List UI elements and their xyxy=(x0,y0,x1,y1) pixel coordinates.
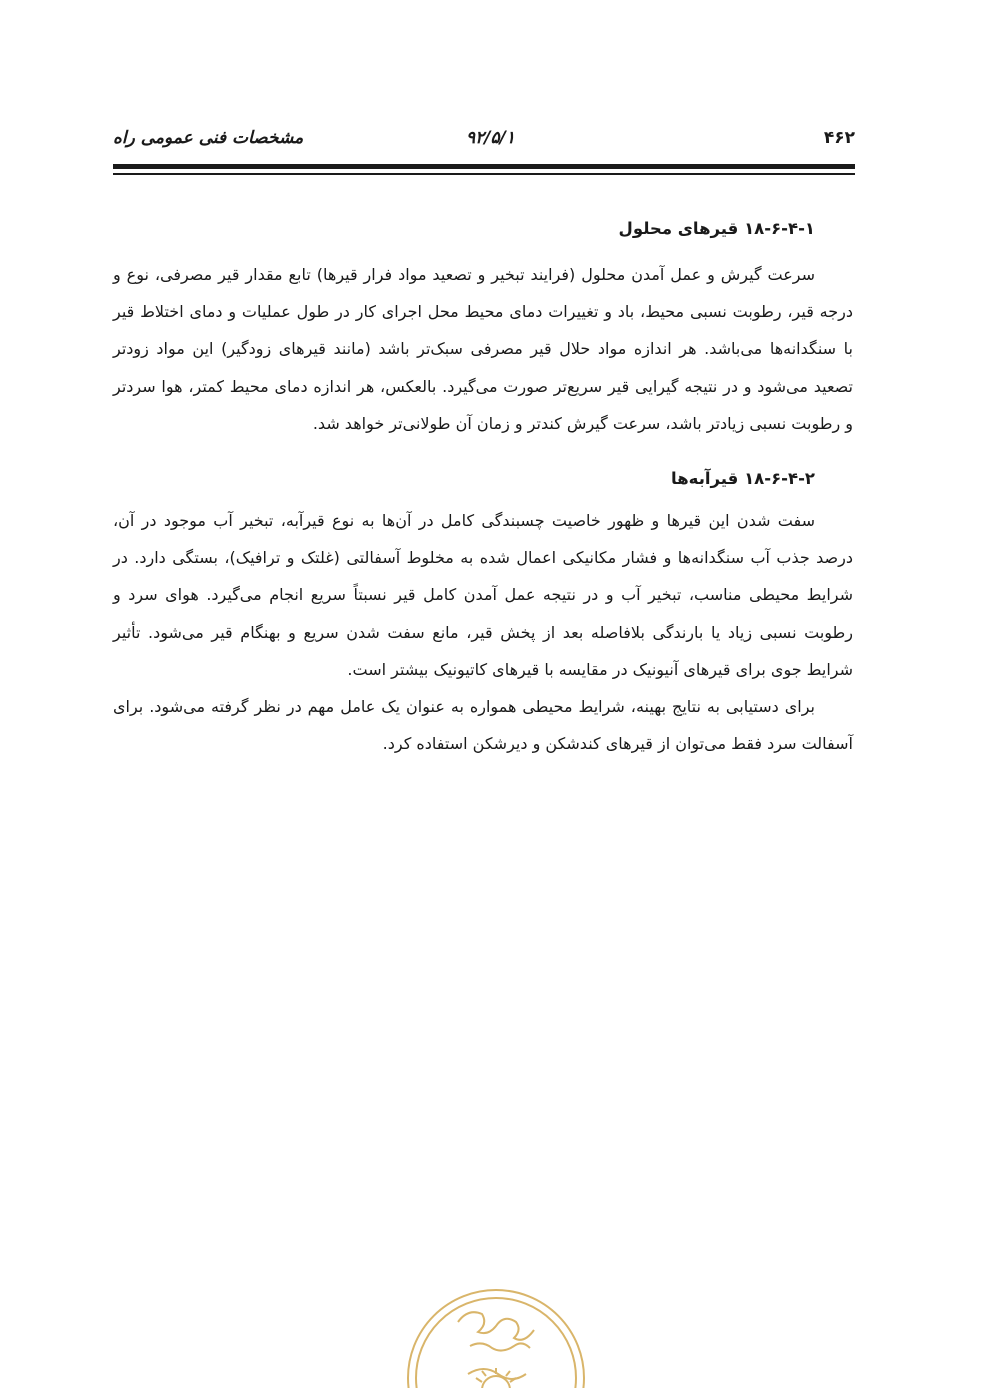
section-heading: ۱۸-۶-۴-۱ قیرهای محلول xyxy=(618,219,815,238)
paragraph: برای دستیابی به نتایج بهینه، شرایط محیطی همواره به عنوان یک عامل مهم در نظر گرفته می‌شود. برای آسفالت سرد فقط می‌توان از قیرهای کندشکن و دیرشکن استفاده کرد. xyxy=(113,697,853,754)
header-rule-thin xyxy=(113,173,855,175)
page-body xyxy=(113,206,853,762)
paragraph: سرعت گیرش و عمل آمدن محلول (فرایند تبخیر و تصعید مواد فرار قیرها) تابع مقدار قیر مصرفی، نوع و درجه قیر، رطوبت نسبی محیط، باد و تغییرات دمای محیط محل اجرای کار در طول عملیات و دمای اختلاط قیر با سنگدانه‌ها می‌باشد. هر اندازه مواد حلال قیر مصرفی سبک‌تر باشد (مانند قیرهای زودگیر) این مواد زودتر تصعید می‌شود و در نتیجه گیرایی قیر سریع‌تر صورت می‌گیرد. بالعکس، هر اندازه دمای محیط کمتر، هوا سردتر و رطوبت نسبی زیادتر باشد، سرعت گیرش کندتر و زمان آن طولانی‌تر خواهد شد. xyxy=(113,265,853,433)
page-header xyxy=(113,128,855,158)
header-rule-thick xyxy=(113,164,855,169)
section-solution-bitumen xyxy=(113,206,853,442)
header-title: مشخصات فنی عمومی راه xyxy=(113,128,304,148)
paragraph: سفت شدن این قیرها و ظهور خاصیت چسبندگی کامل در آن‌ها به نوع قیرآبه، تبخیر آب موجود در آن، درصد جذب آب سنگدانه‌ها و فشار مکانیکی اعمال شده به مخلوط آسفالتی (غلتک و ترافیک)، بستگی دارد. در شرایط محیطی مناسب، تبخیر آب و در نتیجه عمل آمدن کامل قیر نسبتاً سریع انجام می‌گیرد. هوای سرد و رطوبت نسبی زیاد یا بارندگی بلافاصله بعد از پخش قیر، مانع سفت شدن سریع و بهنگام قیر می‌شود. تأثیر شرایط جوی برای قیرهای آنیونیک در مقایسه با قیرهای کاتیونیک بیشتر است. xyxy=(113,511,853,679)
section-heading: ۱۸-۶-۴-۲ قیرآبه‌ها xyxy=(671,469,815,489)
page-number: ۴۶۲ xyxy=(823,128,855,148)
publisher-seal-watermark xyxy=(396,1278,596,1388)
section-bitumen-emulsions xyxy=(113,456,853,762)
header-date: ۹۲/۵/۱ xyxy=(466,128,515,148)
